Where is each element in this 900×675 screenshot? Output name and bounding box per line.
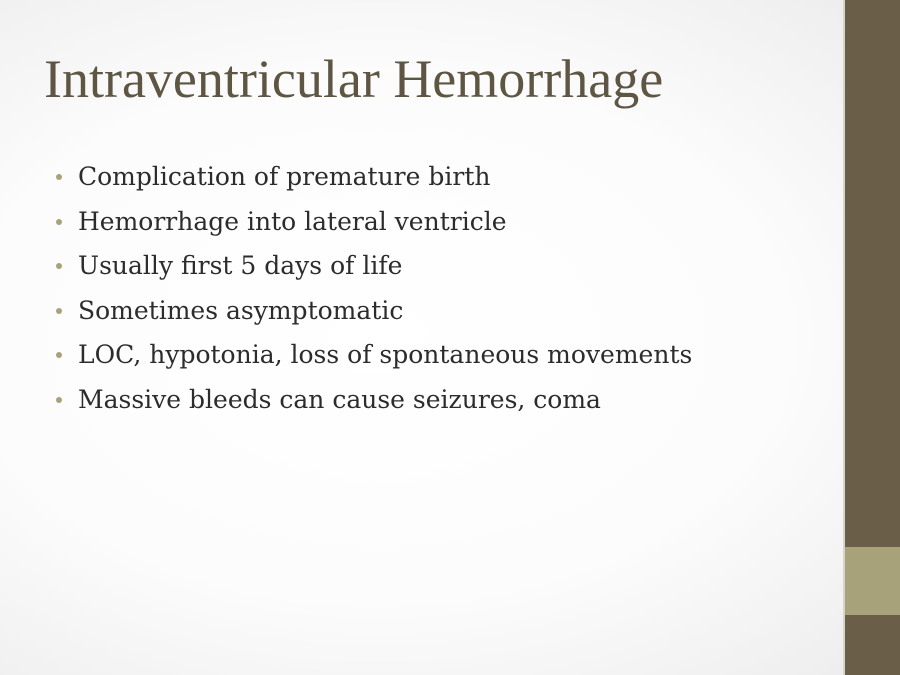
bullet-dot-icon <box>56 263 62 269</box>
bullet-dot-icon <box>56 352 62 358</box>
bullet-item <box>52 155 692 200</box>
bullet-item <box>52 200 692 245</box>
bullet-item <box>52 378 692 423</box>
slide-title: Intraventricular Hemorrhage <box>44 49 664 109</box>
bullet-list <box>52 155 692 422</box>
side-accent-block <box>845 547 900 615</box>
bullet-dot-icon <box>56 308 62 314</box>
bullet-item <box>52 244 692 289</box>
bullet-dot-icon <box>56 397 62 403</box>
bullet-text: Complication of premature birth <box>78 162 491 191</box>
bullet-text: LOC, hypotonia, loss of spontaneous movements <box>78 340 693 369</box>
bullet-text: Sometimes asymptomatic <box>78 295 404 325</box>
bullet-text: Usually first 5 days of life <box>78 251 403 280</box>
bullet-item <box>52 289 692 334</box>
bullet-dot-icon <box>56 219 62 225</box>
bullet-text: Massive bleeds can cause seizures, coma <box>78 384 601 414</box>
bullet-dot-icon <box>56 174 62 180</box>
bullet-text: Hemorrhage into lateral ventricle <box>78 206 507 236</box>
bullet-item <box>52 333 692 378</box>
